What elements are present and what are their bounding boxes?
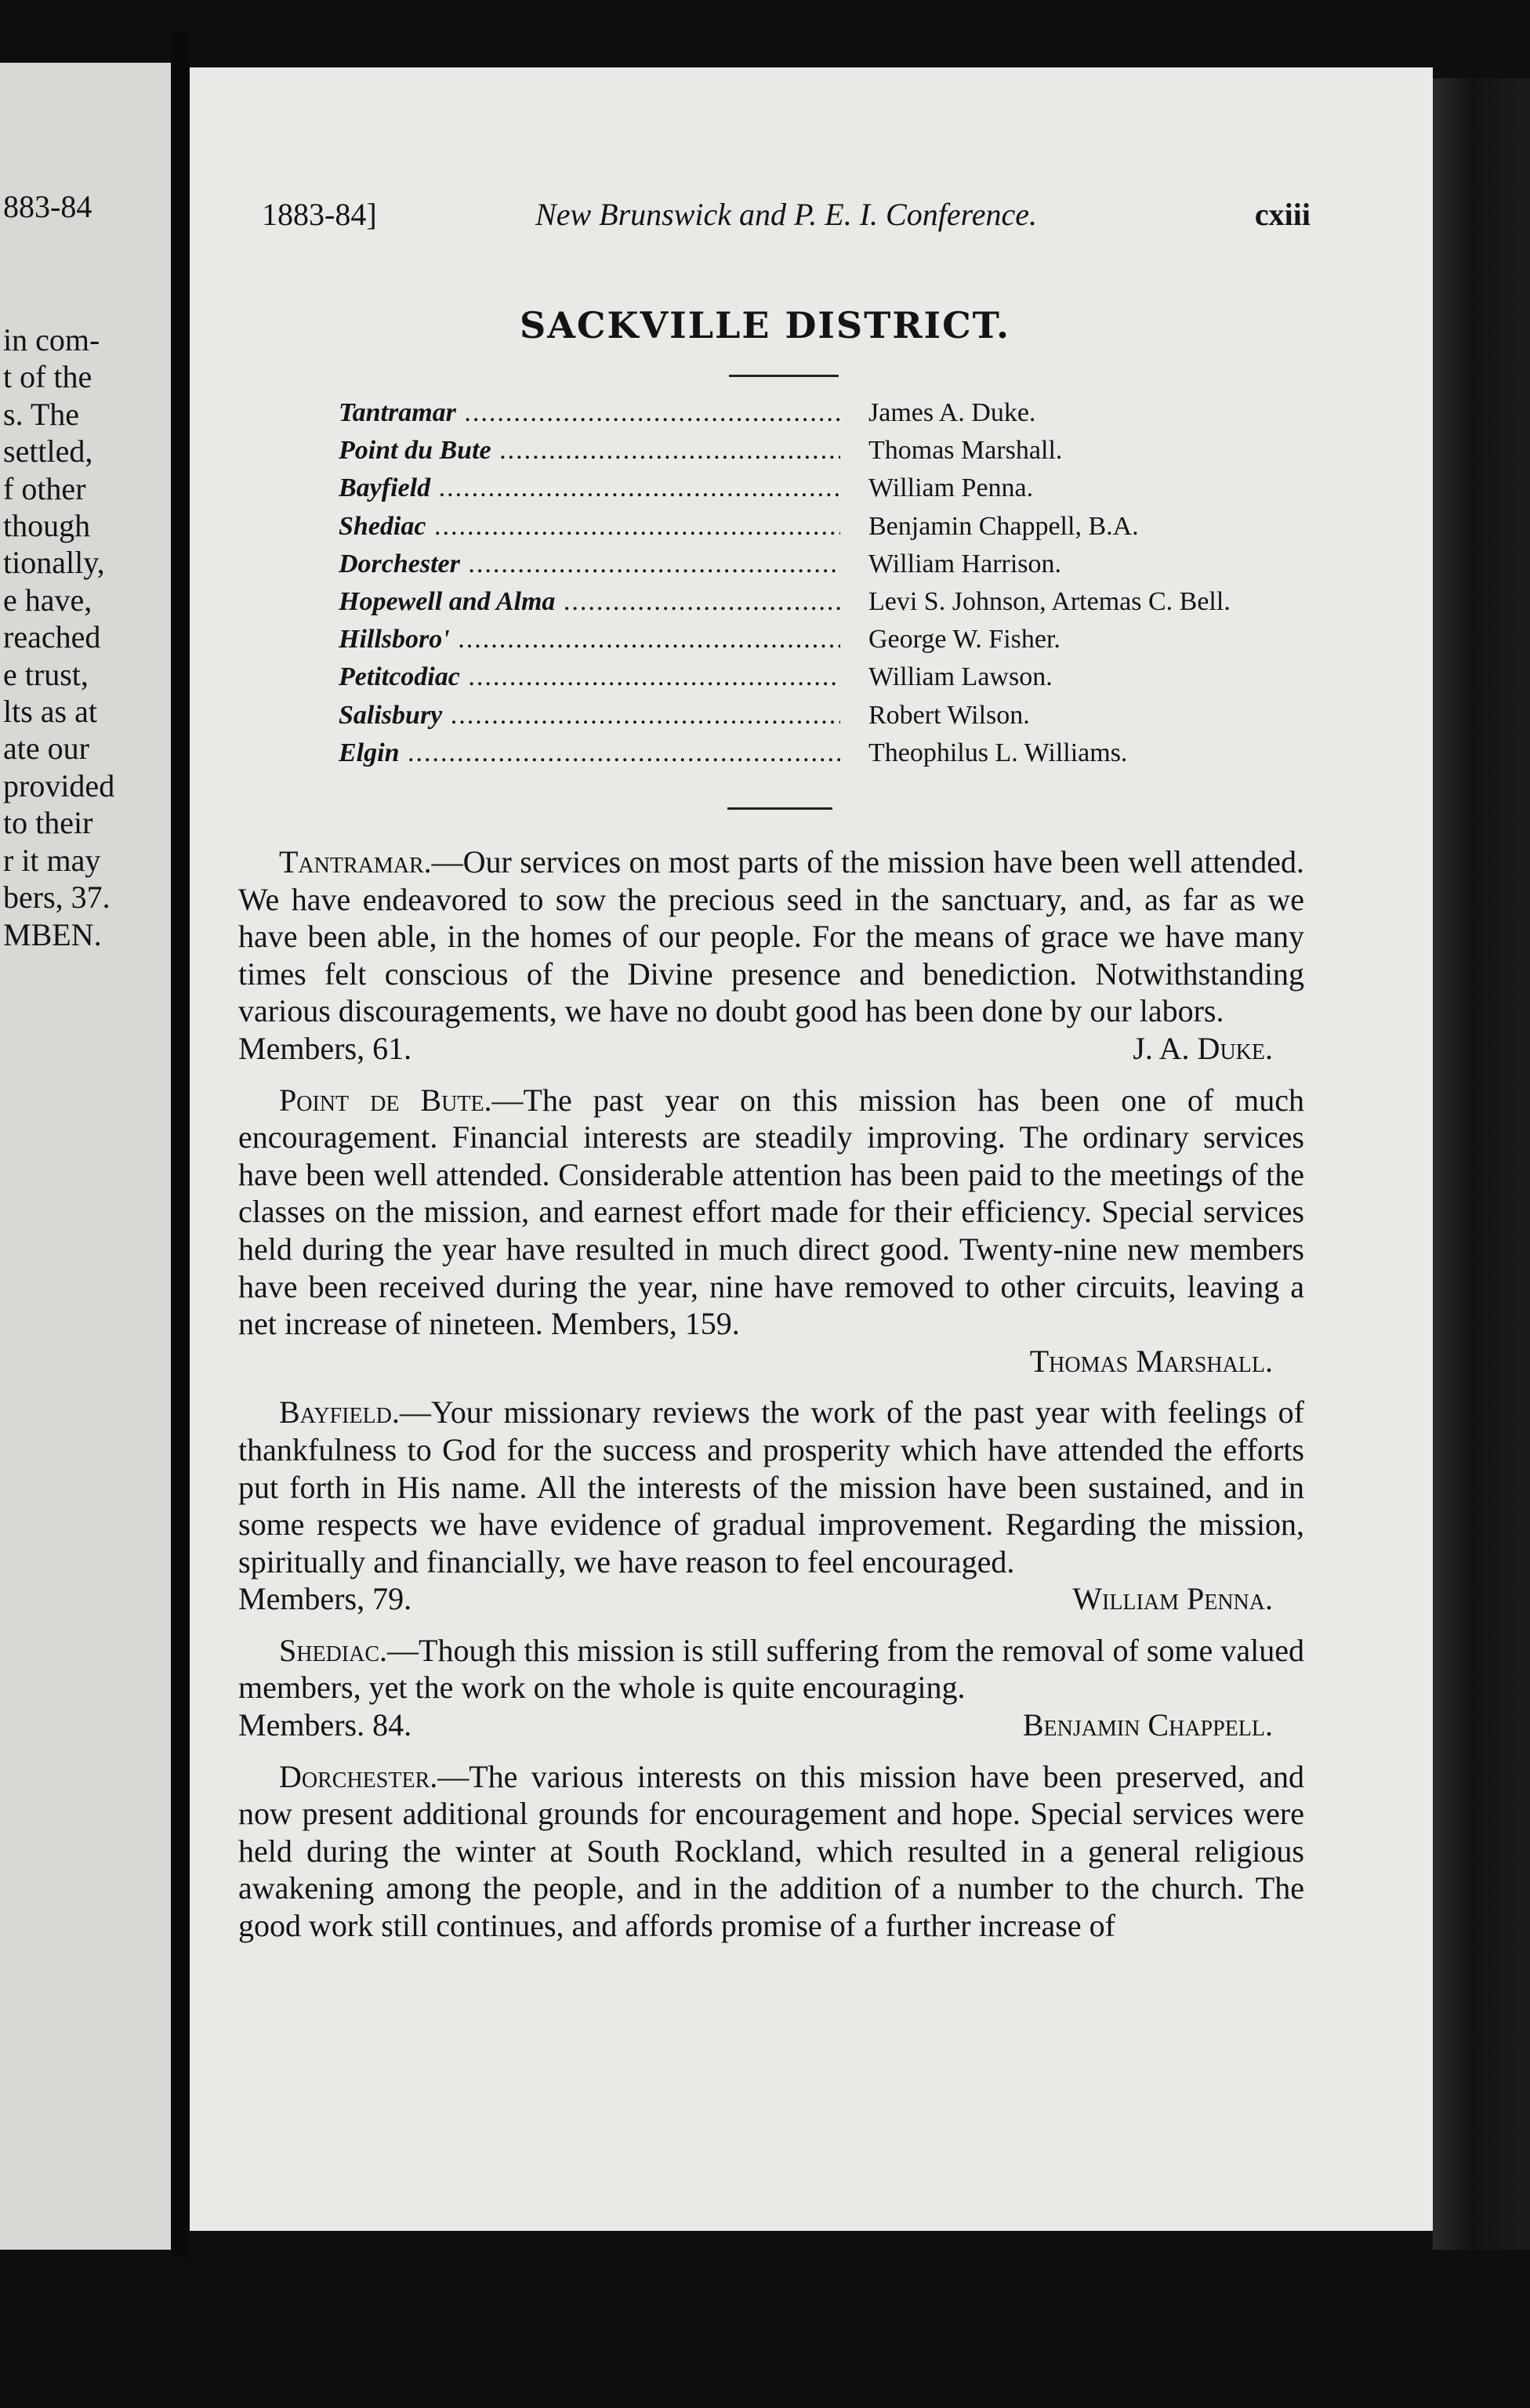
appointment-row <box>339 436 1303 473</box>
appointment-row <box>339 738 1303 776</box>
minister-name: James A. Duke. <box>868 398 1036 427</box>
mission-name: Bayfield ..... <box>339 473 840 503</box>
facing-line: to their <box>3 805 93 841</box>
appointment-row <box>339 625 1303 662</box>
report-tantramar <box>238 843 1304 1068</box>
book-spine-edge <box>1433 78 1530 2250</box>
report-text: —Your missionary reviews the work of the past year with feelings of thankfulness to God for the success and prosperity which have attended the efforts put forth in His name. All the interests of the mission have been sustained, and in some respects we have evidence of gradual improvement. Regarding the mission, spiritually and financially, we have reason to feel encouraged. <box>238 1394 1304 1579</box>
mission-name: Hopewell and Alma ..... <box>339 587 840 617</box>
report-text: —Our services on most parts of the mission have been well attended. We have endeavored to sow the precious seed in the sanctuary, and, as far as we have been able, in the homes of our people. For the means of grace we have many times felt conscious of the Divine presence and benediction. Notwithstanding various discouragements, we have no doubt good has been done by our labors. <box>238 844 1304 1029</box>
district-title: SACKVILLE DISTRICT. <box>519 304 1010 346</box>
report-paragraph <box>238 1394 1304 1580</box>
report-dorchester <box>238 1758 1304 1945</box>
facing-line: f other <box>3 470 86 506</box>
appointment-row <box>339 398 1303 436</box>
title-rule <box>729 375 839 377</box>
mission-name: Salisbury ..... <box>339 701 840 731</box>
report-point-de-bute <box>238 1082 1304 1380</box>
minister-name: George W. Fisher. <box>868 625 1060 655</box>
facing-line: t of the <box>3 359 92 395</box>
facing-line: provided <box>3 767 115 803</box>
book-gutter <box>171 31 190 2258</box>
report-paragraph <box>238 1632 1304 1706</box>
report-text: —The various interests on this mission have been preserved, and now present additional grounds for encouragement and hope. Special services were held during the winter at South Rockland, which resulted in a general religious awakening among the people, and in the addition of a number to the church. The good work still continues, and affords promise of a further increase of <box>238 1758 1304 1944</box>
header-title: New Brunswick and P. E. I. Conference. <box>535 197 1037 232</box>
appointment-row <box>339 549 1303 587</box>
minister-name: William Lawson. <box>868 662 1053 692</box>
mission-name: Shediac ..... <box>339 512 840 542</box>
report-signature: J. A. Duke. <box>1133 1030 1273 1066</box>
report-signature: Benjamin Chappell. <box>1022 1707 1273 1743</box>
report-heading: Shediac. <box>279 1632 388 1668</box>
mission-reports <box>238 843 1304 1959</box>
members-count: Members. 84. <box>238 1707 412 1743</box>
mission-name: Elgin ..... <box>339 738 840 768</box>
mission-name: Tantramar ..... <box>339 398 840 428</box>
report-text: —The past year on this mission has been one of much encouragement. Financial interests are steadily improving. The ordinary services have been well attended. Considerable attention has been paid to the meetings of the classes on the mission, and earnest effort made for their efficiency. Special services held during the year have resulted in much direct good. Twenty-nine new members have been received during the year, nine have removed to other circuits, leaving a net increase of nineteen. Members, 159. <box>238 1082 1305 1342</box>
report-paragraph <box>238 1082 1304 1343</box>
appointment-row <box>339 587 1303 625</box>
members-line <box>238 1580 1304 1618</box>
header-year: 1883-84] <box>262 197 377 232</box>
mission-name: Petitcodiac ..... <box>339 662 840 692</box>
report-signature: William Penna. <box>1072 1581 1273 1617</box>
mission-name: Hillsboro' ..... <box>339 625 840 655</box>
members-count: Members, 61. <box>238 1030 412 1066</box>
appointment-row <box>339 701 1303 738</box>
report-text: —Though this mission is still suffering from the removal of some valued members, yet the work on the whole is quite encouraging. <box>238 1632 1304 1706</box>
minister-name: Benjamin Chappell, B.A. <box>868 511 1139 541</box>
minister-name: William Harrison. <box>868 549 1062 578</box>
mission-name: Point du Bute ..... <box>339 436 840 466</box>
section-rule <box>727 807 832 810</box>
facing-line: e trust, <box>3 656 89 692</box>
minister-name: Robert Wilson. <box>868 700 1030 730</box>
facing-page-lines <box>3 321 114 953</box>
facing-line: e have, <box>3 582 92 618</box>
facing-line: r it may <box>3 842 101 878</box>
report-signature: Thomas Marshall. <box>1029 1343 1273 1379</box>
report-heading: Point de Bute. <box>279 1082 492 1118</box>
minister-name: Levi S. Johnson, Artemas C. Bell. <box>868 586 1231 616</box>
report-heading: Dorchester. <box>279 1758 438 1794</box>
minister-name: Theophilus L. Williams. <box>868 738 1128 767</box>
appointment-row <box>339 662 1303 700</box>
facing-line: tionally, <box>3 545 105 581</box>
facing-page-fragment <box>0 63 171 2250</box>
report-heading: Bayfield. <box>279 1394 400 1431</box>
members-line <box>238 1706 1304 1744</box>
report-heading: Tantramar. <box>279 844 432 879</box>
facing-line: reached <box>3 619 101 655</box>
appointment-row <box>339 512 1303 549</box>
minister-name: William Penna. <box>868 473 1034 503</box>
mission-name: Dorchester ..... <box>339 549 840 579</box>
report-shediac <box>238 1632 1304 1744</box>
facing-line: though <box>3 508 91 544</box>
report-paragraph <box>238 843 1304 1030</box>
facing-page-header: 883-84 <box>3 189 92 224</box>
report-bayfield <box>238 1394 1304 1618</box>
members-line <box>238 1030 1304 1068</box>
facing-line: ate our <box>3 731 89 767</box>
appointments-list <box>339 398 1303 776</box>
facing-line: in com- <box>3 322 100 357</box>
facing-line: settled, <box>3 433 93 470</box>
facing-line: MBEN. <box>3 916 102 952</box>
facing-line: bers, 37. <box>3 879 111 916</box>
running-header <box>262 196 1311 243</box>
members-count: Members, 79. <box>238 1581 412 1617</box>
page-number: cxiii <box>1254 197 1311 232</box>
appointment-row <box>339 473 1303 511</box>
facing-line: lts as at <box>3 694 97 730</box>
facing-line: s. The <box>3 396 80 432</box>
minister-name: Thomas Marshall. <box>868 436 1063 466</box>
report-paragraph <box>238 1758 1304 1945</box>
